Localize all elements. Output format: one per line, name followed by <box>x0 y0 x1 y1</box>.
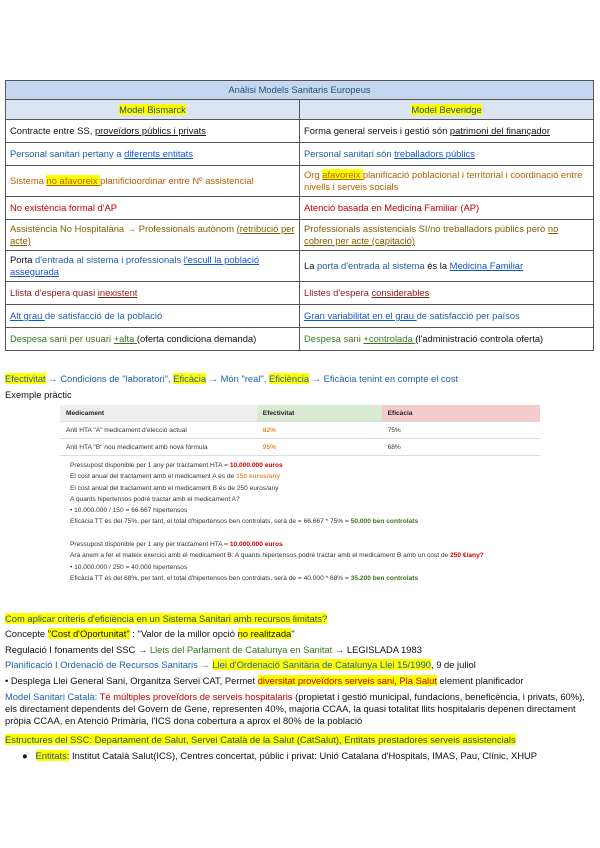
example-line-value: 10.000.000 euros <box>229 541 283 549</box>
example-header-row <box>60 405 540 422</box>
cell-bismarck <box>6 166 300 197</box>
cell: Anti HTA "A" medicament d'elecció actual <box>60 422 257 439</box>
text: , 9 de juliol <box>431 659 476 670</box>
header-medicament: Medicament <box>60 405 257 422</box>
cell-text: Porta <box>10 254 36 265</box>
cell-link: Alt grau <box>10 310 45 321</box>
example-line <box>70 539 540 550</box>
table-row <box>6 305 594 328</box>
cell-underlined: +controlada <box>363 333 416 344</box>
cell-text: Professionals assistencials SI/no treballadors públics però <box>304 223 548 234</box>
example-line-text: • 10.000.000 / 150 = 66.667 hipertensos <box>70 507 188 515</box>
exemple-label: Exemple pràctic <box>5 389 72 400</box>
example-line <box>70 460 540 471</box>
highlight: "Cost d'Oportunitat" <box>47 628 130 639</box>
example-line <box>70 494 540 505</box>
desplega-line <box>5 675 595 687</box>
concepte-line <box>5 628 595 640</box>
cell-text: Personal sanitari són <box>304 148 395 159</box>
example-line-text: Eficàcia TT és del 75%, per tant, el total d'hipertensos ben controlats, serà de = 66.667 * 75% = <box>70 518 351 526</box>
cell-highlight: afavoreix <box>322 169 363 180</box>
example-figure <box>60 405 540 610</box>
example-line-text: • 10.000.000 / 250 = 40.000 hipertensos <box>70 563 188 571</box>
cell-beveridge <box>300 166 594 197</box>
col-header-beveridge <box>300 100 594 120</box>
eficiencia-term: Eficiència <box>268 373 310 384</box>
table-row <box>6 120 594 143</box>
models-table <box>5 80 594 351</box>
cell-text: porta d'entrada al sistema <box>317 260 428 271</box>
table-row <box>6 282 594 305</box>
cell-text: Forma general serveis i gestió són <box>304 125 450 136</box>
cell-highlight: no afavoreix <box>46 175 101 186</box>
example-line <box>70 562 540 573</box>
table-title-text: Anàlisi Models Sanitaris Europeus <box>228 84 371 95</box>
cell-beveridge <box>300 251 594 282</box>
cell-text: planificioordinar entre Nº assistencial <box>100 175 254 186</box>
cell-text: d'entrada al sistema i professionals <box>35 254 184 265</box>
text: • Desplega Llei General Sani, Organitza Servei CAT, Permet <box>5 675 258 686</box>
cell: 82% <box>257 422 382 439</box>
cell: 68% <box>382 439 540 456</box>
cell-text: Assistència No Hospitalària → Professionals autònom <box>10 223 237 234</box>
cell-text: Sistema <box>10 175 47 186</box>
question-text: Com aplicar criteris d'eficiència en un Sistema Sanitari amb recursos limitats? <box>5 613 328 624</box>
table-row <box>6 143 594 166</box>
cell-underlined: no cobren per acte (capitació) <box>304 223 559 246</box>
example-table <box>60 405 540 456</box>
cell-text: Atenció basada en Medicina Familiar (AP) <box>304 202 480 213</box>
highlight: no realitzada <box>237 628 292 639</box>
example-line-text: Ara anem a fer el mateix exercici amb el medicament B: A quants hipertensos podré tractar amb el medicament B amb un cost de <box>70 552 451 560</box>
cell-link: Medicina Familiar <box>449 260 524 271</box>
cell-beveridge <box>300 220 594 251</box>
regulacio-line <box>5 644 595 656</box>
cell-link: proveïdors públics i privats <box>94 125 206 136</box>
example-line <box>70 505 540 516</box>
table-row <box>6 220 594 251</box>
cell-link: diferents entitats <box>124 148 193 159</box>
header-efectivitat: Efectivitat <box>257 405 382 422</box>
example-line-text: A quants hipertensos podré tractar amb el medicament A? <box>70 495 240 503</box>
col-header-bismarck <box>6 100 300 120</box>
example-line-text: Pressupost disponible per 1 any per tractament HTA = <box>70 541 230 549</box>
highlight: Entitats: <box>35 750 70 761</box>
efectivitat-term: Efectivitat <box>5 373 46 384</box>
table-row <box>6 328 594 351</box>
cell-bismarck <box>6 120 300 143</box>
cell: 75% <box>382 422 540 439</box>
cell-text: No existència formal d'AP <box>10 202 118 213</box>
cell-underlined: +alta <box>113 333 137 344</box>
cell-bismarck <box>6 251 300 282</box>
cell-text: Personal sanitari pertany a <box>10 148 125 159</box>
cell-beveridge <box>300 197 594 220</box>
efectivitat-line <box>5 373 595 385</box>
cell-bismarck <box>6 143 300 166</box>
bullet: ● <box>22 750 28 761</box>
example-line-value: 50.000 ben controlats <box>350 518 419 526</box>
example-line <box>70 573 540 584</box>
text: → Condicions de "laboratori", <box>45 373 174 384</box>
cell-text: és la <box>427 260 450 271</box>
text: Model Sanitari Català: <box>5 691 100 702</box>
cell-beveridge <box>300 282 594 305</box>
example-line <box>70 528 540 539</box>
text: Regulació I fonaments del SSC → <box>5 644 150 655</box>
cell-beveridge <box>300 328 594 351</box>
table-title <box>6 81 594 100</box>
cell-text: de satisfacció per països <box>416 310 520 321</box>
text: (propietat i gestió municipal, fundacions, beneficència, i privats, 60%), els directament dependents del Govern de Gene, representen 40%, majoria CCAA, la quasi totalitat llits hospitalaris depenen directament pròpia CCAA, en Atenció Primària, l'ICS dona cobertura a aprox el 80% de la població <box>5 691 585 726</box>
text: Lleis del Parlament de Catalunya en Sanitat <box>149 644 333 655</box>
header-eficacia: Eficàcia <box>382 405 540 422</box>
text: → Món "real", <box>206 373 269 384</box>
table-row <box>6 251 594 282</box>
example-line <box>70 550 540 561</box>
cell-text: Despesa sani per usuari <box>10 333 114 344</box>
estructures-line <box>5 734 595 746</box>
text: : "Valor de la millor opció <box>129 628 238 639</box>
table-row <box>6 197 594 220</box>
cell-text: La <box>304 260 318 271</box>
text: → LEGISLADA 1983 <box>332 644 422 655</box>
cell-beveridge <box>300 305 594 328</box>
highlight: Llei d'Ordenació Sanitària de Catalunya Llei 15/1990 <box>212 659 431 670</box>
entitats-line <box>22 750 600 762</box>
planificacio-line <box>5 659 595 671</box>
cell-text: de satisfacció de la població <box>44 310 163 321</box>
example-lines <box>60 460 540 584</box>
cell-underlined: considerables <box>371 287 430 298</box>
cell-text: planificació poblacional i territorial i coordinació entre nivells i serveis socials <box>304 169 583 192</box>
col-header-bismarck-text: Model Bismarck <box>119 103 186 115</box>
example-line <box>70 516 540 527</box>
text: " <box>291 628 295 639</box>
cell-text: Llista d'espera quasi <box>10 287 98 298</box>
cell-underlined: inexistent <box>97 287 138 298</box>
col-header-beveridge-text: Model Beveridge <box>411 103 482 115</box>
cell-text: Org <box>304 169 323 180</box>
example-line-value: 250 €/any? <box>450 552 484 560</box>
cell-text: (oferta condiciona demanda) <box>136 333 257 344</box>
cell-text: Despesa sani <box>304 333 364 344</box>
example-line-value: 35.200 ben controlats <box>350 574 419 582</box>
highlight: diversitat proveïdors serveis sani, Pla Salut <box>257 675 437 686</box>
cell-link: l'escull la població assegurada <box>10 254 260 277</box>
cell-bismarck <box>6 282 300 305</box>
question-line <box>5 613 595 625</box>
cell-underlined: patrimoni del finançador <box>449 125 550 136</box>
cell-bismarck <box>6 305 300 328</box>
example-line <box>70 471 540 482</box>
table-row <box>6 166 594 197</box>
cell-bismarck <box>6 328 300 351</box>
cell-text: Llistes d'espera <box>304 287 372 298</box>
text: Concepte <box>5 628 48 639</box>
example-line-text: El cost anual del tractament amb el medicament B és de 250 euros/any <box>70 484 279 492</box>
example-row <box>60 422 540 439</box>
text: Té múltiples proveïdors de serveis hospitalaris <box>99 691 293 702</box>
text: → Eficàcia tenint en compte el cost <box>309 373 459 384</box>
example-row <box>60 439 540 456</box>
example-line-text: Eficàcia TT és del 68%, per tant, el total d'hipertensos ben controlats, serà de = 40.000 * 68% = <box>70 574 351 582</box>
example-line-text: Pressupost disponible per 1 any per tractament HTA = <box>70 462 230 469</box>
text: Planificació I Ordenació de Recursos Sanitaris → <box>5 659 213 670</box>
cell-underlined: (retribució per acte) <box>10 223 295 246</box>
cell-beveridge <box>300 120 594 143</box>
cell-bismarck <box>6 197 300 220</box>
text: Institut Català Salut(ICS), Centres concertat, públic i privat: Unió Catalana d'Hospitals, IMAS, Pau, Clínic, XHUP <box>69 750 537 761</box>
eficacia-term: Eficàcia <box>173 373 207 384</box>
highlight: Estructures del SSC: Departament de Salut, Servei Català de la Salut (CatSalut), Entitats prestadores serveis assistencials <box>5 734 516 745</box>
cell-link: Gran variabilitat en el grau <box>304 310 417 321</box>
model-paragraph <box>5 691 593 727</box>
cell-bismarck <box>6 220 300 251</box>
cell-text: Contracte entre SS, <box>10 125 95 136</box>
example-line-value: 10.000.000 euros <box>229 462 283 469</box>
example-line-text: El cost anual del tractament amb el medicament A és de <box>70 473 237 481</box>
cell-text: (l'administració controla oferta) <box>415 333 544 344</box>
cell: 95% <box>257 439 382 456</box>
cell-beveridge <box>300 143 594 166</box>
cell: Anti HTA "B" nou medicament amb nova fórmula <box>60 439 257 456</box>
cell-link: treballadors públics <box>394 148 475 159</box>
text: element planificador <box>436 675 524 686</box>
example-line-value: 150 euros/any <box>236 473 281 481</box>
example-line <box>70 483 540 494</box>
